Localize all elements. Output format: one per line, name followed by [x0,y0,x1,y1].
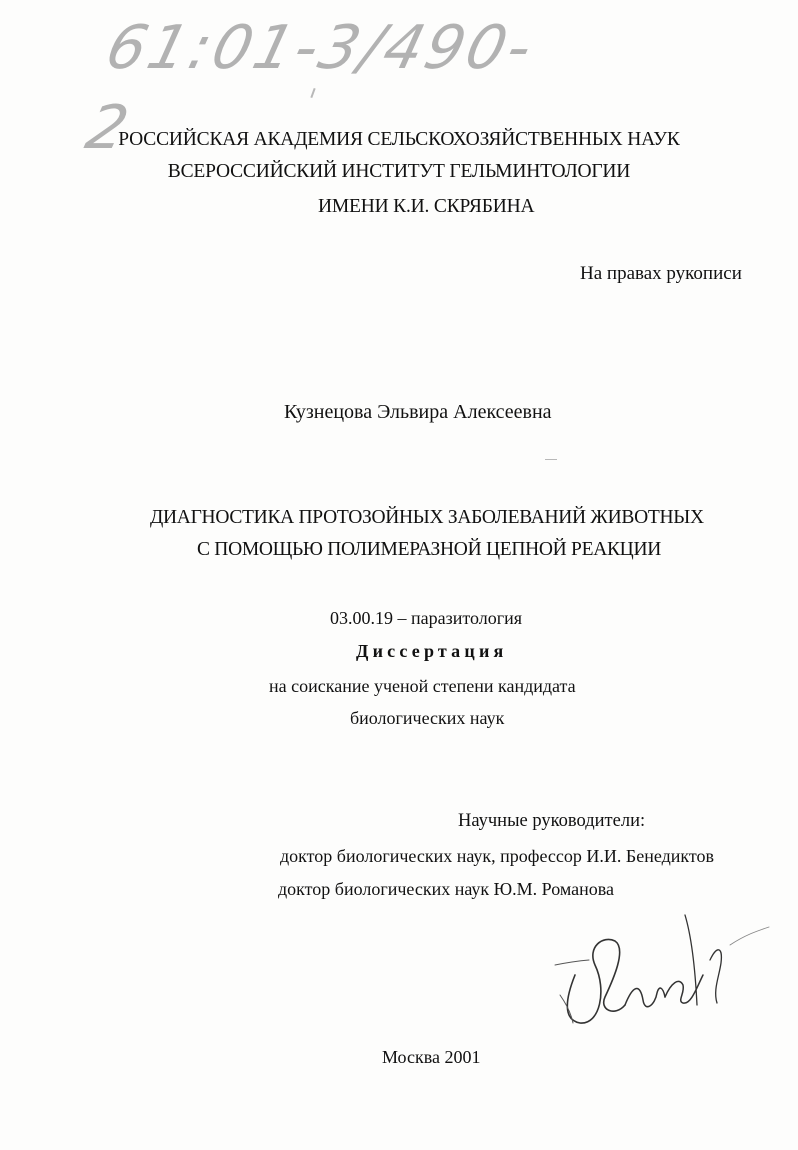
header-named-after: ИМЕНИ К.И. СКРЯБИНА [318,196,535,217]
dissertation-title-line2: С ПОМОЩЬЮ ПОЛИМЕРАЗНОЙ ЦЕПНОЙ РЕАКЦИИ [197,539,662,560]
supervisor-second: доктор биологических наук Ю.М. Романова [278,879,615,899]
header-academy: РОССИЙСКАЯ АКАДЕМИЯ СЕЛЬСКОХОЗЯЙСТВЕННЫХ НАУК [118,129,680,150]
dissertation-title-line1: ДИАГНОСТИКА ПРОТОЗОЙНЫХ ЗАБОЛЕВАНИЙ ЖИВОТНЫХ [150,507,704,528]
scan-speck [545,459,557,460]
signature-image [545,905,775,1035]
author-name: Кузнецова Эльвира Алексеевна [284,401,552,423]
specialty-code: 03.00.19 – паразитология [330,608,523,628]
supervisors-label: Научные руководители: [458,811,646,831]
degree-line1: на соискание ученой степени кандидата [269,676,576,696]
work-type: Диссертация [356,641,508,661]
scan-speck [310,88,315,98]
place-year: Москва 2001 [382,1047,481,1067]
header-institute: ВСЕРОССИЙСКИЙ ИНСТИТУТ ГЕЛЬМИНТОЛОГИИ [167,161,631,182]
degree-line2: биологических наук [350,708,505,728]
manuscript-rights: На правах рукописи [580,263,742,284]
supervisor-first: доктор биологических наук, профессор И.И. Бенедиктов [280,846,715,866]
archive-code-handwritten: 61:01-3/490-2 [79,13,542,163]
